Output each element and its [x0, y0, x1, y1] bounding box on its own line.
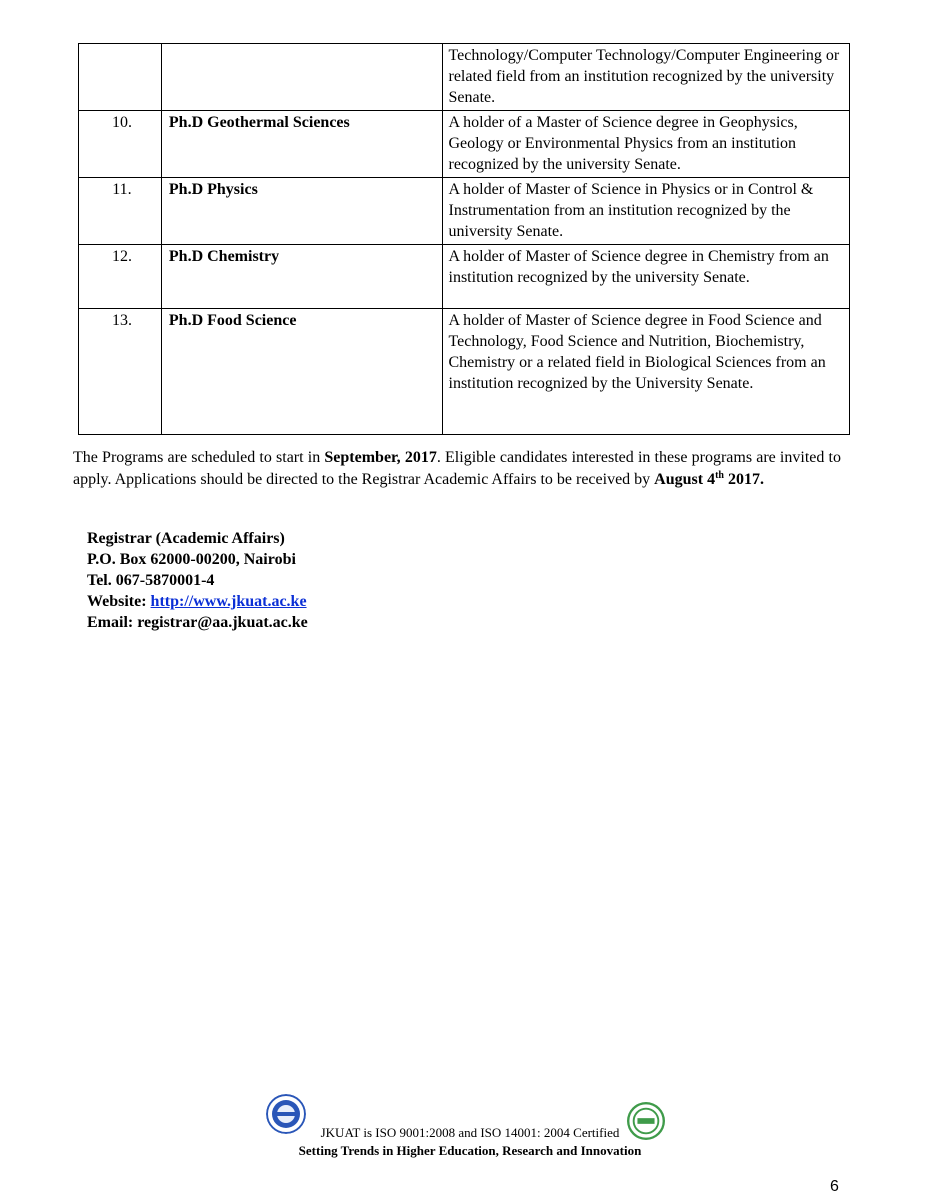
row-number: 10.	[79, 111, 162, 178]
programs-table	[78, 43, 850, 435]
admission-requirement: A holder of Master of Science degree in Chemistry from an institution recognized by the university Senate.	[442, 245, 850, 309]
contact-website: Website: http://www.jkuat.ac.ke	[87, 593, 307, 610]
table-row	[79, 111, 850, 178]
contact-office: Registrar (Academic Affairs)	[87, 530, 285, 547]
deadline-date: August 4th 2017.	[654, 469, 764, 488]
table-row	[79, 245, 850, 309]
university-tagline: Setting Trends in Higher Education, Research and Innovation	[298, 1143, 642, 1158]
table-row	[79, 309, 850, 435]
admission-requirement: A holder of a Master of Science degree in Geophysics, Geology or Environmental Physics from an institution recognized by the university Senate.	[442, 111, 850, 178]
table-row	[79, 178, 850, 245]
row-number	[79, 44, 162, 111]
application-notice: The Programs are scheduled to start in September, 2017. Eligible candidates interested in these programs are invited to apply. Applications should be directed to the Registrar Academic Affairs to be received by August 4th 2017.	[73, 449, 841, 488]
program-name: Ph.D Physics	[161, 178, 442, 245]
table-row	[79, 44, 850, 111]
page-number: 6	[830, 1178, 839, 1195]
program-name: Ph.D Food Science	[161, 309, 442, 435]
admission-requirement: A holder of Master of Science in Physics or in Control & Instrumentation from an institution recognized by the university Senate.	[442, 178, 850, 245]
row-number: 13.	[79, 309, 162, 435]
row-number: 11.	[79, 178, 162, 245]
admission-requirement: A holder of Master of Science degree in Food Science and Technology, Food Science and Nutrition, Biochemistry, Chemistry or a related field in Biological Sciences from an institution recognized by the University Senate.	[442, 309, 850, 435]
start-date: September, 2017	[324, 449, 437, 466]
contact-block	[87, 528, 308, 633]
program-name: Ph.D Geothermal Sciences	[161, 111, 442, 178]
contact-telephone: Tel. 067-5870001-4	[87, 572, 215, 589]
page-footer	[250, 1090, 690, 1165]
contact-address: P.O. Box 62000-00200, Nairobi	[87, 551, 296, 568]
program-name: Ph.D Chemistry	[161, 245, 442, 309]
program-name	[161, 44, 442, 111]
contact-email: Email: registrar@aa.jkuat.ac.ke	[87, 614, 308, 631]
row-number: 12.	[79, 245, 162, 309]
admission-requirement: Technology/Computer Technology/Computer Engineering or related field from an institution recognized by the university Senate.	[442, 44, 850, 111]
iso-certification-text: JKUAT is ISO 9001:2008 and ISO 14001: 2004 Certified	[320, 1125, 620, 1140]
website-link[interactable]: http://www.jkuat.ac.ke	[150, 593, 307, 610]
